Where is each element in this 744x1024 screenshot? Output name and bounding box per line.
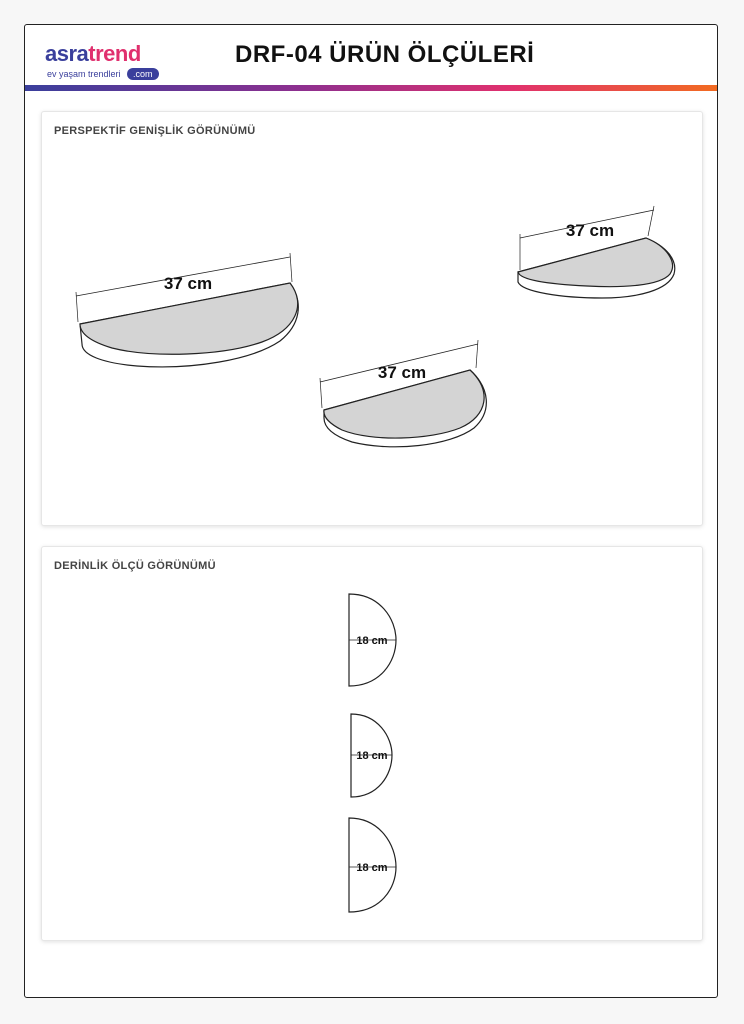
depth-shelf-bottom [349,818,396,912]
shelf-left-width-label: 37 cm [163,274,213,293]
perspective-shelf-middle [320,340,486,447]
perspective-drawing [42,112,704,527]
brand-logo [45,43,185,89]
depth-shelf-middle [351,714,392,797]
shelf-left-ext-line-a [76,292,78,322]
brand-gradient-bar [25,85,717,91]
depth-shelf-middle-label: 18 cm [356,750,388,762]
shelf-middle-ext-line-a [320,378,322,408]
logo-domain-badge: .com [127,68,159,80]
header [25,25,717,91]
shelf-right-top [518,238,673,287]
depth-panel [41,546,703,941]
depth-shelf-top [349,594,396,686]
page-title: DRF-04 ÜRÜN ÖLÇÜLERİ [235,41,535,68]
shelf-left-ext-line-b [290,253,292,282]
logo-wordmark [45,43,141,65]
perspective-panel-title: PERSPEKTİF GENİŞLİK GÖRÜNÜMÜ [54,125,256,137]
product-sheet [24,24,718,998]
depth-shelf-bottom-label: 18 cm [356,862,388,874]
shelf-right-width-label: 37 cm [565,221,615,240]
depth-shelf-top-label: 18 cm [356,635,388,647]
shelf-middle-width-label: 37 cm [377,363,427,382]
logo-tagline: ev yaşam trendleri [47,69,121,79]
perspective-width-panel [41,111,703,526]
perspective-shelf-right [518,206,675,298]
depth-drawing [42,547,704,942]
depth-panel-title: DERİNLİK ÖLÇÜ GÖRÜNÜMÜ [54,560,216,572]
logo-primary-text: asra [45,41,89,66]
perspective-shelf-left [76,253,298,367]
logo-accent-text: trend [88,41,141,66]
